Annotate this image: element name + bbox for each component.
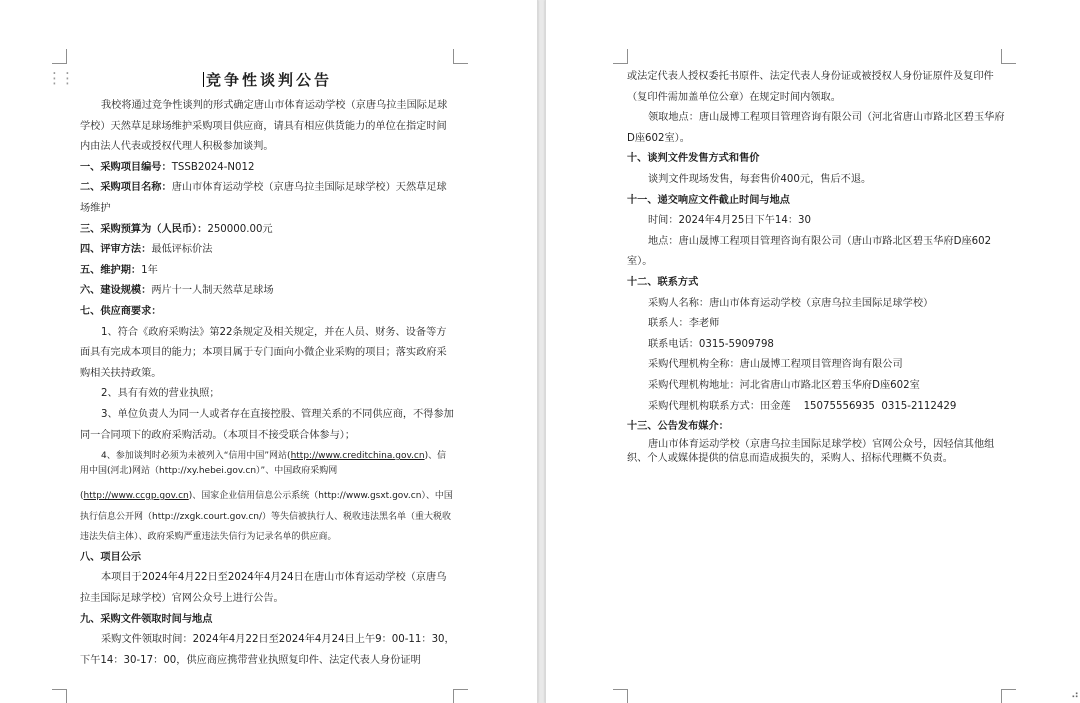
contact-purchaser: 采购人名称：唐山市体育运动学校（京唐乌拉圭国际足球学校） <box>648 297 934 309</box>
crop-mark <box>453 689 468 703</box>
submission-time: 时间：2024年4月25日下午14：30 <box>648 215 811 227</box>
collection-continued: 或法定代表人授权委托书原件、法定代表人身份证或被授权人身份证原件及复印件（复印件需加盖单位公章）在规定时间内领取。 <box>627 71 994 103</box>
item-contact: 十二、联系方式 <box>627 276 699 288</box>
publication-media-text: 唐山市体育运动学校（京唐乌拉圭国际足球学校）官网公众号，因轻信其他组织、个人或媒体提供的信息而造成损失的，采购人、招标代理概不负责。 <box>627 438 995 465</box>
requirement-3: 3、单位负责人为同一人或者存在直接控股、管理关系的不同供应商，不得参加同一合同项下的政府采购活动。（本项目不接受联合体参与）； <box>80 408 454 441</box>
document-page-left <box>0 0 538 703</box>
item-supplier-requirements: 七、供应商要求： <box>80 305 162 317</box>
crop-mark <box>52 689 67 703</box>
item-document-collection: 九、采购文件领取时间与地点 <box>80 613 213 625</box>
ccgp-link[interactable]: http://www.ccgp.gov.cn <box>83 491 189 502</box>
item-evaluation-method: 四、评审方法：最低评标价法 <box>80 244 213 256</box>
crop-mark <box>1001 49 1016 64</box>
crop-mark <box>613 689 628 703</box>
contact-phone: 联系电话：0315-5909798 <box>648 338 774 350</box>
creditchina-link[interactable]: http://www.creditchina.gov.cn <box>290 451 425 462</box>
project-publicity-text: 本项目于2024年4月22日至2024年4月24日在唐山市体育运动学校（京唐乌拉圭国际足球学校）官网公众号上进行公告。 <box>80 572 447 605</box>
text-cursor <box>203 72 204 87</box>
crop-mark <box>453 49 468 64</box>
document-body-left <box>80 67 455 671</box>
item-project-name: 二、采购项目名称：唐山市体育运动学校（京唐乌拉圭国际足球学校）天然草足球场维护 <box>80 182 447 214</box>
document-page-right <box>545 0 1080 703</box>
requirement-1: 1、符合《政府采购法》第22条规定及相关规定，并在人员、财务、设备等方面具有完成本项目的能力；本项目属于专门面向小微企业采购的项目；落实政府采购相关扶持政策。 <box>80 326 447 379</box>
item-project-publicity: 八、项目公示 <box>80 551 142 563</box>
crop-mark <box>1001 689 1016 703</box>
document-body-right <box>627 67 1005 467</box>
item-project-number: 一、采购项目编号：TSSB2024-N012 <box>80 161 255 173</box>
document-title: 竞争性谈判公告 <box>80 67 455 93</box>
sale-method-text: 谈判文件现场发售，每套售价400元，售后不退。 <box>648 173 872 185</box>
item-submission-deadline: 十一、递交响应文件截止时间与地点 <box>627 194 790 206</box>
crop-mark <box>52 49 67 64</box>
resize-grip-icon[interactable]: ⠴ <box>1070 688 1079 701</box>
item-budget: 三、采购预算为（人民币）：250000.00元 <box>80 223 273 235</box>
collection-place: 领取地点：唐山晟博工程项目管理咨询有限公司（河北省唐山市路北区碧玉华府D座602室）。 <box>627 112 1005 144</box>
requirement-4: 4、参加谈判时必须为未被列入“信用中国”网站(http://www.creditchina.gov.cn)、信用中国(河北)网站（http://xy.hebei.gov.cn）”、中国政府采购网 <box>80 451 447 476</box>
item-publication-media: 十三、公告发布媒介： <box>627 421 729 433</box>
submission-place: 地点：唐山晟博工程项目管理咨询有限公司（唐山市路北区碧玉华府D座602室）。 <box>627 235 992 268</box>
document-collection-text: 采购文件领取时间：2024年4月22日至2024年4月24日上午9：00-11：30，下午14：30-17：00，供应商应携带营业执照复印件、法定代表人身份证明 <box>80 634 455 666</box>
agency-address: 采购代理机构地址：河北省唐山市路北区碧玉华府D座602室 <box>648 379 920 391</box>
intro-paragraph: 我校将通过竞争性谈判的形式确定唐山市体育运动学校（京唐乌拉圭国际足球学校）天然草足球场维护采购项目供应商，请具有相应供货能力的单位在指定时间内由法人代表或授权代理人积极参加谈判。 <box>80 100 448 153</box>
item-maintenance-period: 五、维护期：1年 <box>80 264 158 276</box>
item-scale: 六、建设规模：两片十一人制天然草足球场 <box>80 285 274 297</box>
crop-mark <box>613 49 628 64</box>
requirement-4-cont: (http://www.ccgp.gov.cn)、国家企业信用信息公示系统（http://www.gsxt.gov.cn）、中国执行信息公开网（http://zxgk.court.gov.cn/）等失信被执行人、税收违法黑名单（重大税收违法失信主体）、政府采购严重违法失信行为记录名单的供应商。 <box>80 491 453 543</box>
agency-contact: 采购代理机构联系方式：田金莲 15075556935 0315-2112429 <box>648 400 957 412</box>
item-sale-method: 十、谈判文件发售方式和售价 <box>627 153 760 165</box>
requirement-2: 2、具有有效的营业执照； <box>101 388 220 400</box>
contact-person: 联系人：李老师 <box>648 318 720 330</box>
table-move-handle-icon[interactable]: ⋮⋮ <box>47 69 73 87</box>
agency-name: 采购代理机构全称：唐山晟博工程项目管理咨询有限公司 <box>648 359 903 371</box>
